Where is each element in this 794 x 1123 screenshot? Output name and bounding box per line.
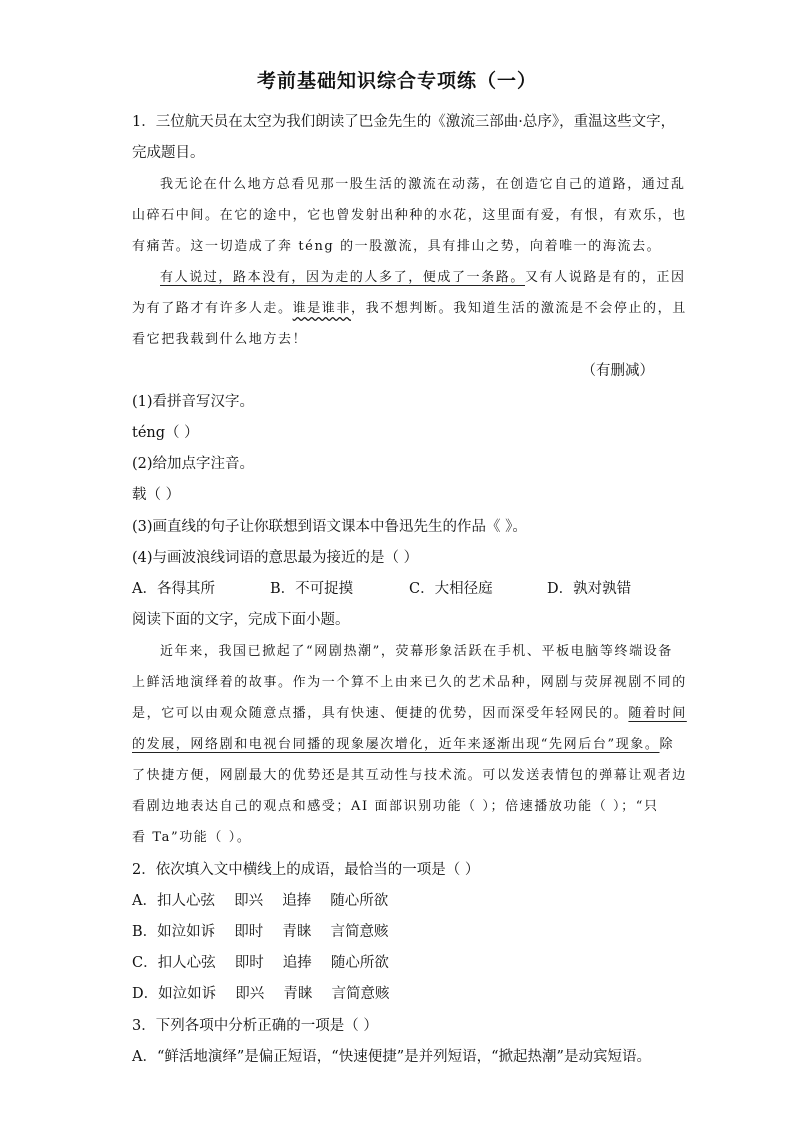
q1-option-b: B．不可捉摸: [270, 581, 354, 597]
passage2-line: [132, 702, 687, 721]
passage2-line: [132, 733, 674, 752]
passage-text: ，我不想判断。我知道生活的激流是不会停止的，且: [351, 301, 687, 316]
passage-text: 除: [659, 737, 675, 752]
q1-passage-line: [132, 297, 687, 316]
passage-text: 又有人说路是有的，正因: [525, 270, 686, 285]
q2-option-c: C．扣人心弦 即时 追捧 随心所欲: [132, 955, 389, 971]
source-note: （有删减）: [581, 363, 654, 379]
q1-passage-line: [160, 266, 686, 285]
passage2-line: 近年来，我国已掀起了“网剧热潮”，荧幕形象活跃在手机、平板电脑等终端设备: [160, 644, 673, 659]
passage-text: 是，它可以由观众随意点播，具有快速、便捷的优势，因而深受年轻网民的。: [132, 706, 629, 721]
q2-option-d: D．如泣如诉 即兴 青睐 言简意赅: [132, 986, 390, 1002]
q2-stem: 2．依次填入文中横线上的成语，最恰当的一项是（ ）: [132, 862, 480, 878]
q1-sub1: (1)看拼音写汉字。: [132, 394, 255, 410]
passage2-line: 看剧边地表达自己的观点和感受；AI 面部识别功能（ ）；倍速播放功能（ ）；“只: [132, 799, 659, 814]
passage2-line: 了快捷方便，网剧最大的优势还是其互动性与技术流。可以发送表情包的弹幕让观者边: [132, 768, 687, 783]
q1-stem-line2: 完成题目。: [132, 145, 205, 161]
q1-option-a: A．各得其所: [132, 581, 215, 597]
q2-option-b: B．如泣如诉 即时 青睐 言简意赅: [132, 924, 389, 940]
q1-option-d: D．孰对孰错: [547, 581, 632, 597]
passage2-line: 看 Ta”功能（ ）。: [132, 830, 252, 845]
q1-sub4: (4)与画波浪线词语的意思最为接近的是（ ）: [132, 550, 419, 566]
underlined-sentence: 的发展，网络剧和电视台同播的现象屡次增化，近年来逐渐出现“先网后台”现象。: [132, 737, 660, 752]
q1-passage-line: 我无论在什么地方总看见那一股生活的激流在动荡，在创造它自己的道路，通过乱: [160, 177, 686, 192]
q1-sub2: (2)给加点字注音。: [132, 456, 255, 472]
page-title: 考前基础知识综合专项练（一）: [256, 70, 537, 92]
q1-sub3: (3)画直线的句子让你联想到语文课本中鲁迅先生的作品《 》。: [132, 519, 527, 535]
q1-option-c: C．大相径庭: [409, 581, 493, 597]
reading-intro: 阅读下面的文字，完成下面小题。: [132, 612, 350, 628]
q1-passage-line: 有痛苦。这一切造成了奔 téng 的一股激流，具有排山之势，向着唯一的海流去。: [132, 239, 662, 254]
q1-stem-line1: 1．三位航天员在太空为我们朗读了巴金先生的《激流三部曲·总序》，重温这些文字，: [132, 114, 676, 130]
wavy-underlined-word: 谁是谁非: [292, 301, 352, 316]
q3-stem: 3．下列各项中分析正确的一项是（ ）: [132, 1018, 378, 1034]
q3-option-a: A．“鲜活地演绎”是偏正短语，“快速便捷”是并列短语，“掀起热潮”是动宾短语。: [132, 1049, 651, 1065]
q1-sub1-blank: téng（ ）: [132, 425, 199, 441]
passage-text: 为有了路才有许多人走。: [132, 301, 293, 316]
q1-passage-line: 山碎石中间。在它的途中，它也曾发射出种种的水花，这里面有爱，有恨，有欢乐，也: [132, 208, 687, 223]
q1-passage-line: 看它把我载到什么地方去！: [132, 332, 308, 347]
underlined-sentence: 随着时间: [628, 706, 687, 721]
q1-sub2-blank: 载（ ）: [132, 487, 181, 503]
underlined-sentence: 有人说过，路本没有，因为走的人多了，便成了一条路。: [160, 270, 526, 285]
passage2-line: 上鲜活地演绎着的故事。作为一个算不上由来已久的艺术品种，网剧与荧屏视剧不同的: [132, 675, 687, 690]
q2-option-a: A．扣人心弦 即兴 追捧 随心所欲: [132, 893, 389, 909]
